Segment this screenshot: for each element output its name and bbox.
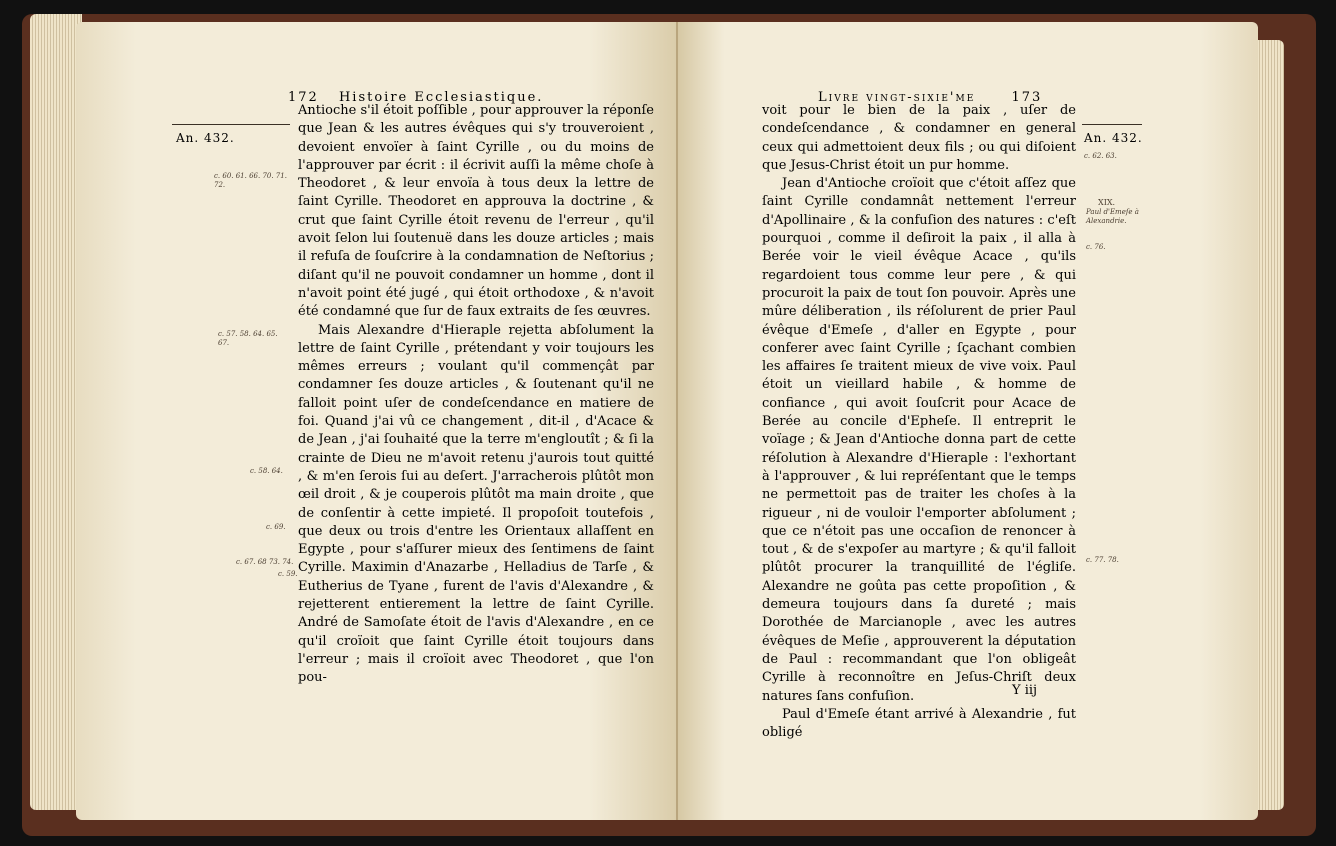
left-margin-note: c. 58. 64. <box>250 467 283 475</box>
right-paragraph: voit pour le bien de la paix , uſer de condeſcendance , & condamner en general ceux qui admettoient deux fils ; ou qui diſoient que Jesus-Christ étoit un pur homme. <box>762 103 1076 173</box>
left-body-text <box>298 102 654 688</box>
page-edges-right <box>1256 40 1284 810</box>
left-margin-note: c. 59. <box>278 570 298 578</box>
right-year-rule <box>1082 124 1142 125</box>
right-paragraph: Jean d'Antioche croïoit que c'étoit aſſez que ſaint Cyrille condamnât nettement l'erreur d'Apollinaire , & la confuſion des natures : c'eſt pourquoi , comme il deſiroit la paix , il alla à Berée voir le vieil évêque Acace , qu'ils regardoient tous comme leur pere , & qui procuroit la paix de tout ſon pouvoir. Après une mûre déliberation , ils réſolurent de prier Paul évêque d'Emeſe , d'aller en Egypte , pour conferer avec ſaint Cyrille ; ſçachant combien les affaires ſe traitent mieux de vive voix. Paul étoit un vieillard habile , & homme de confiance , qui avoit ſouſcrit pour Acace de Berée au concile d'Epheſe. Il entreprit le voïage ; & Jean d'Antioche donna part de cette réſolution à Alexandre d'Hieraple : l'exhortant à l'approuver , & lui repréſentant que le temps ne permettoit pas de traiter les choſes à la rigueur , ni de vouloir l'emporter abſolument ; que ce n'étoit pas une occaſion de renoncer à tout , & de s'expoſer au martyre ; & qu'il falloit plûtôt procurer la tranquillité de l'égliſe. Alexandre ne goûta pas cette propoſition , & demeura toujours dans ſa dureté ; mais Dorothée de Marcianople , avec les autres évêques de Meſie , approuverent la députation de Paul : recommandant que l'on obligeât Cyrille à reconnoître en Jeſus-Chriſt deux natures ſans confuſion. <box>762 176 1076 704</box>
left-paragraph: Mais Alexandre d'Hieraple rejetta abſolument la lettre de ſaint Cyrille , prétendant y voir toujours les mêmes erreurs ; voulant qu'il commençât par condamner ſes douze articles , & ſoutenant qu'il ne falloit point uſer de condeſcendance en matiere de foi. Quand j'ai vû ce changement , dit-il , d'Acace & de Jean , j'ai ſouhaité que la terre m'engloutît ; & ſi la crainte de Dieu ne m'avoit retenu j'aurois tout quitté , & m'en ſerois ſui au deſert. J'arracherois plûtôt mon œil droit , & je couperois plûtôt ma main droite , que de conſentir à cette impieté. Il propoſoit toutefois , que deux ou trois d'entre les Orientaux allaſſent en Egypte , pour s'aſſurer mieux des ſentimens de ſaint Cyrille. Maximin d'Anazarbe , Helladius de Tarſe , & Eutherius de Tyane , furent de l'avis d'Alexandre , & rejetterent entierement la lettre de ſaint Cyrille. André de Samoſate étoit de l'avis d'Alexandre , en ce qu'il croïoit que ſaint Cyrille étoit toujours dans l'erreur ; mais il croïoit avec Theodoret , que l'on pou- <box>298 322 654 686</box>
right-body-text <box>762 102 1076 742</box>
left-year-rule <box>172 124 290 125</box>
right-year-label: An. 432. <box>1084 131 1143 145</box>
right-margin-note: Paul d'Emeſe à Alexandrie. <box>1086 208 1139 225</box>
right-running-title: Livre vingt-sixie'me <box>818 90 976 105</box>
left-page-number: 172 <box>288 90 319 105</box>
right-page-number: 173 <box>1011 90 1043 105</box>
left-year-label: An. 432. <box>176 131 235 145</box>
left-paragraph: Antioche s'il étoit poſſible , pour approuver la réponſe que Jean & les autres évêques qui s'y trouveroient , devoient envoïer à ſaint Cyrille , ou du moins de l'approuver par écrit : il écrivit auſſi la même choſe à Theodoret , & leur envoïa à tous deux la lettre de ſaint Cyrille. Theodoret en approuva la doctrine , & crut que ſaint Cyrille étoit revenu de l'erreur , qu'il avoit ſelon lui ſoutenuë dans les douze articles ; mais il refuſa de ſouſcrire à la condamnation de Neſtorius ; diſant qu'il ne pouvoit condamner un homme , dont il n'avoit point été jugé , qui étoit orthodoxe , & n'avoit été condamné que ſur de faux extraits de ſes œuvres. <box>298 103 654 320</box>
right-paragraph: Paul d'Emeſe étant arrivé à Alexandrie , fut obligé <box>762 706 1076 741</box>
left-margin-note: c. 67. 68 73. 74. <box>236 558 294 566</box>
right-signature-mark: Y iij <box>1012 683 1038 698</box>
right-margin-note: c. 76. <box>1086 243 1106 251</box>
right-section-number: XIX. <box>1098 198 1116 207</box>
right-margin-note: c. 77. 78. <box>1086 556 1119 564</box>
right-margin-note: c. 62. 63. <box>1084 152 1117 160</box>
left-margin-note: c. 57. 58. 64. 65. 67. <box>218 330 278 347</box>
left-margin-note: c. 69. <box>266 523 286 531</box>
left-margin-note: c. 60. 61. 66. 70. 71. 72. <box>214 172 287 189</box>
page-edges-left <box>30 14 82 810</box>
left-running-title: Histoire Ecclesiastique. <box>338 90 544 105</box>
